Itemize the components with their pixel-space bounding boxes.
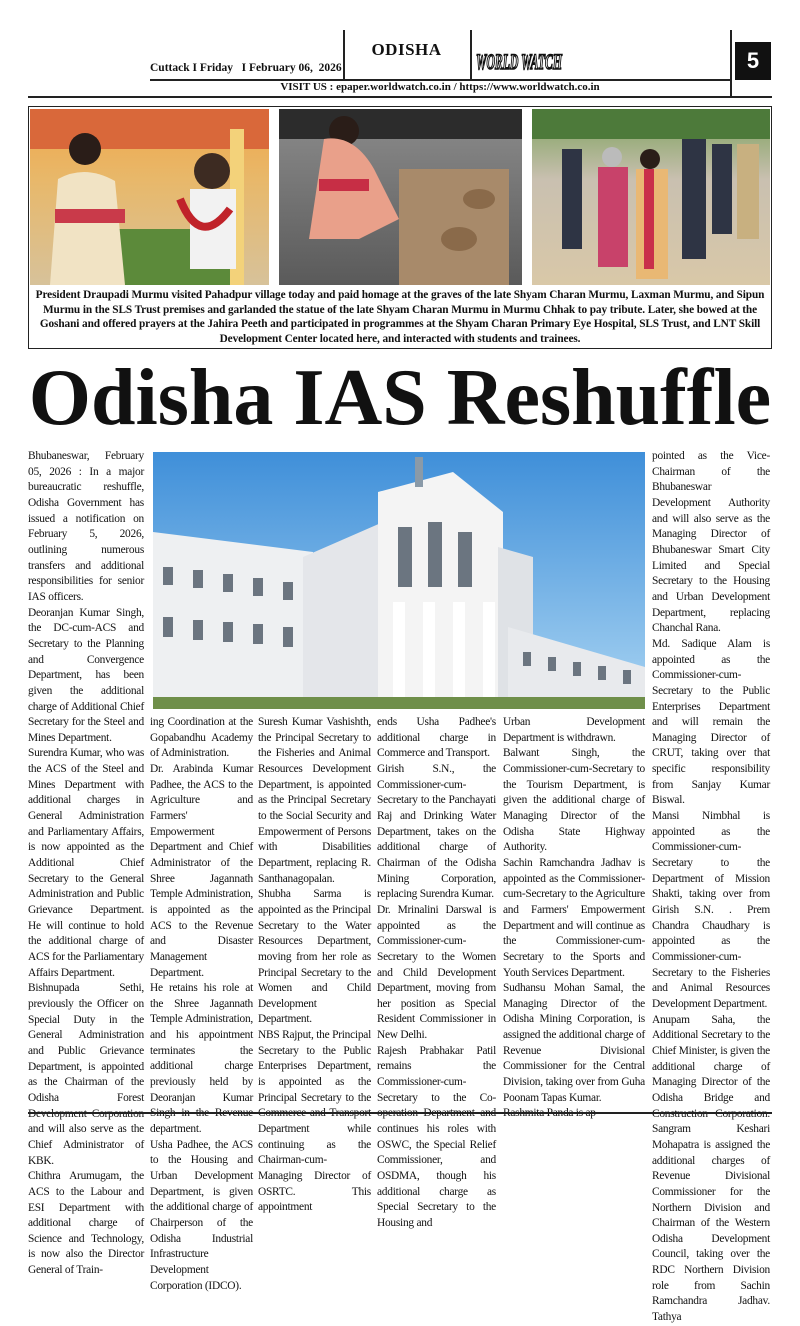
dateline: Cuttack I Friday I February 06, 2026 — [150, 62, 342, 74]
article-paragraph: ing Coordination at the Gopabandhu Academy of Administration. — [150, 716, 253, 760]
photo-president-tribute — [279, 109, 522, 285]
article-paragraph: Deoranjan Kumar Singh, the DC-cum-ACS and Secretary to the Planning and Convergence Department, has been given the additional charge of Additional Chief Secretary for the Steel and Mines Department. — [28, 606, 144, 744]
article-paragraph: Suresh Kumar Vashishth, the Principal Secretary to the Fisheries and Animal Resources Development Department, is appointed as the Principal Secretary to the Social Security and Empowerment of Persons with Disabilities Department, replacing R. Santhanagopalan. — [258, 716, 371, 885]
article-paragraph: ends Usha Padhee's additional charge in Commerce and Transport. — [377, 716, 496, 760]
article-paragraph: Md. Sadique Alam is appointed as the Commissioner-cum-Secretary to the Public Enterprises Department and will remain the Managing Director of CRUT, taking over that specific responsibility from Sanjay Kumar Biswal. — [652, 637, 770, 807]
article-paragraph: Dr. Mrinalini Darswal is appointed as the Commissioner-cum-Secretary to the Women and Child Development Department, moving from her position as Special Resident Commissioner in New Delhi. — [377, 903, 496, 1042]
divider — [470, 30, 472, 80]
article-paragraph: Dr. Arabinda Kumar Padhee, the ACS to the Agriculture and Farmers' Empowerment Department and Chief Administrator of the Shree Jagannath Temple Administration, is appointed as the ACS to the Revenue and Disaster Management Department. — [150, 762, 253, 979]
website-line[interactable]: VISIT US : epaper.worldwatch.co.in / https://www.worldwatch.co.in — [280, 81, 600, 93]
article-paragraph: Rajesh Prabhakar Patil remains the Commissioner-cum-Secretary to the Co- continues his roles with OSWC, the Special Relief Commissioner, and OSDMA, though his additional charge as Special Secretary to the Housing and — [377, 1044, 496, 1229]
article-paragraph: Usha Padhee, the ACS to the Housing and Urban Development Department, is given the additional charge of Chairperson of the Odisha Industrial Infrastructure Development Corporation (IDCO). — [150, 1138, 253, 1292]
article-paragraph: Bhubaneswar, February 05, 2026 : In a major bureaucratic reshuffle, Odisha Government has issued a notification on February 5, 2026, outlining numerous transfers and additional responsibilities for senior IAS officers. — [28, 450, 144, 603]
article-column-6 — [652, 449, 770, 1326]
article-paragraph: Mansi Nimbhal is appointed as the Commissioner-cum-Secretary to the Department of Mission Shakti, taking over from Girish S.N. . Prem Chandra Chaudhary is appointed as the Commissioner-cum-Secretary to the Fisheries and Animal Resources Development Department. — [652, 810, 770, 1010]
article-paragraph: Balwant Singh, the Commissioner-cum-Secretary to the Tourism Department, is given the additional charge of Managing Director of the Odisha State Highway Authority. — [503, 747, 645, 854]
page-number: 5 — [735, 42, 771, 80]
photo-caption: President Draupadi Murmu visited Pahadpur village today and paid homage at the graves of the late Shyam Charan Murmu, Laxman Murmu, and Sipun Murmu in the SLS Trust premises and garlanded the statue of the late Shyam Charan Murmu in Murmu Chhak to pay tribute. Later, she bowed at the Goshani and offered prayers at the Jahira Peeth and participated in programmes at the Shyam Charan Primary Eye Hospital, SLS Trust, and LNT Skill Development Center located here, and interacted with students and trainees. — [35, 289, 765, 345]
headline: Odisha IAS Reshuffle — [28, 354, 772, 442]
divider — [28, 96, 772, 98]
divider — [730, 30, 732, 96]
article-column-1 — [28, 449, 144, 1279]
article-paragraph: Chithra Arumugam, the ACS to the Labour and ESI Department with additional charge of Science and Technology, is now also the Director General of Train- — [28, 1170, 144, 1277]
article-paragraph: Surendra Kumar, who was the ACS of the Steel and Mines Department with additional charges in General Administration and Parliamentary Affairs, is now appointed as the Additional Chief Secretary to the General Administration and Public Grievance Department. He will continue to hold the additional charge of ACS for the Parliamentary Affairs Department. — [28, 747, 144, 979]
article-paragraph: Sachin Ramchandra Jadhav is appointed as the Commissioner-cum-Secretary to the Agriculture and Farmers' Empowerment Department and will continue as the Commissioner-cum-Secretary to the Sports and Youth Services Department. — [503, 856, 645, 979]
article-paragraph: Girish S.N., the Commissioner-cum-Secretary to the Panchayati Raj and Drinking Water Department, takes on the additional charge of Chairman of the Odisha Mining Corporation, replacing Surendra Kumar. — [377, 762, 496, 901]
svg-text:WORLD WATCH: WORLD WATCH — [476, 49, 563, 74]
article-paragraph: Bishnupada Sethi, previously the Officer on Special Duty in the General Administration and Public Grievance Department, is appointed as the Chairman of the Odisha Forest and will also serve as the Chief Administrator of KBK. — [28, 982, 144, 1167]
article-paragraph: Urban Development Department is withdrawn. — [503, 716, 645, 744]
photo-president-walk — [532, 109, 770, 285]
article-column-2 — [150, 715, 253, 1294]
article-paragraph: Shubha Sarma is appointed as the Principal Secretary to the Water Resources Department, moving from her role as Principal Secretary to the Women and Child Development Department. — [258, 888, 371, 1026]
photo-secretariat-building — [153, 452, 645, 709]
article-paragraph: pointed as the Vice-Chairman of the Bhubaneswar Development Authority and will also serve as the Managing Director of Bhubaneswar Smart City Limited and Special Secretary to the Housing and Urban Development Department, replacing Chanchal Rana. — [652, 450, 770, 635]
section-title: ODISHA — [371, 40, 442, 59]
article-paragraph: He retains his role at the Shree Jagannath Temple Administration, and his appointment terminates the additional charge previously held by Deoranjan Kumar department. — [150, 982, 253, 1136]
article-paragraph: NBS Rajput, the Principal Secretary to the Public Enterprises Department, is appointed as the Principal Secretary to the Department while continuing as the Chairman-cum-Managing Director of OSRTC. This appointment — [258, 1029, 371, 1214]
article-column-3 — [258, 715, 371, 1216]
article-paragraph: Anupam Saha, the Additional Secretary to the Chief Minister, is given the additional charge of Managing Director of the Odisha Bridge and Sangram Keshari Mohapatra is assigned the additional charges of Revenue Divisional Commissioner for the Northern Division and Chairman of the Western Odisha Development Council, taking over the RDC Northern Division role from Sachin Ramchandra Jadhav. Tathya — [652, 1013, 770, 1324]
article-paragraph: Sudhansu Mohan Samal, the Managing Director of the Odisha Mining Corporation, is assigned the additional charge of Revenue Divisional Commissioner for the Central Division, taking over from Guha Poonam Tapas Kumar. — [503, 982, 645, 1104]
photo-feature — [28, 106, 772, 349]
newspaper-logo — [474, 42, 564, 78]
photo-president-statue — [30, 109, 269, 285]
article-column-5 — [503, 715, 645, 1122]
bottom-rule — [28, 1112, 772, 1114]
article-column-4 — [377, 715, 496, 1232]
article-paragraph — [503, 1106, 645, 1122]
